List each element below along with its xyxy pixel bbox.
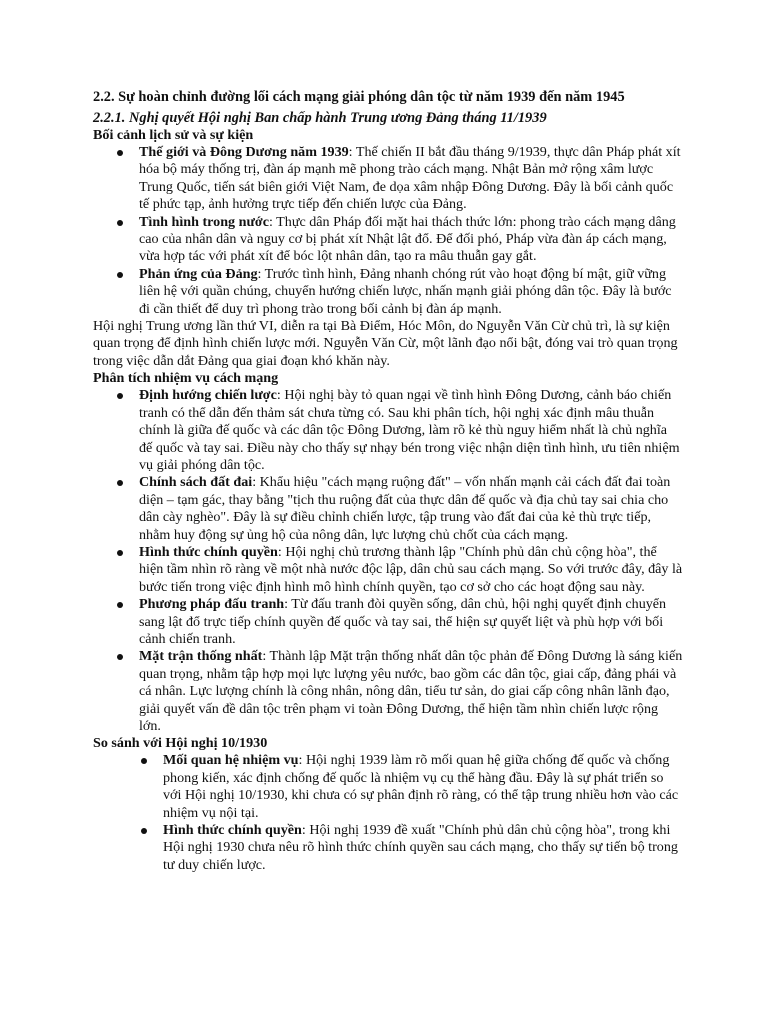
bullet-icon [117, 654, 123, 660]
list-item [93, 144, 683, 214]
list-item [93, 387, 683, 474]
item-text: : Thế chiến II bắt đầu tháng 9/1939, thực dân Pháp phát xít hóa bộ máy thống trị, đàn áp mạnh mẽ phong trào cách mạng. Nhật Bản mở rộng xâm lược Trung Quốc, tiến sát biên giới Việt Nam, đe dọa xâm nhập Đông Dương. Đây là bối cảnh quốc tế phức tạp, ảnh hưởng trực tiếp đến chiến lược của Đảng. [139, 144, 681, 213]
item-text: : Thành lập Mặt trận thống nhất dân tộc phản đế Đông Dương là sáng kiến quan trọng, nhằm tập hợp mọi lực lượng yêu nước, bao gồm các dân tộc, giai cấp, đảng phái và cá nhân. Lực lượng chính là công nhân, nông dân, tiểu tư sản, do giai cấp công nhân lãnh đạo, giải quyết vấn đề dân tộc trên phạm vi toàn Đông Dương, thể hiện tầm nhìn chiến lược rộng lớn. [139, 648, 683, 734]
item-text: : Hội nghị 1939 đề xuất "Chính phủ dân chủ cộng hòa", trong khi Hội nghị 1930 chưa nêu rõ hình thức chính quyền sau cách mạng, cho thấy sự tiến bộ trong tư duy chiến lược. [163, 822, 678, 873]
section-subtitle: 2.2.1. Nghị quyết Hội nghị Ban chấp hành Trung ương Đảng tháng 11/1939 [93, 110, 547, 126]
list-item [93, 752, 683, 822]
bullet-icon [141, 758, 147, 764]
list-item [93, 596, 683, 648]
document-page [93, 88, 683, 874]
bullet-icon [141, 828, 147, 834]
comparison-list [93, 752, 683, 874]
item-term: Định hướng chiến lược [139, 387, 277, 404]
bullet-icon [117, 220, 123, 226]
item-text: : Hội nghị bày tỏ quan ngại về tình hình Đông Dương, cảnh báo chiến tranh có thể dẫn đến thảm sát chưa từng có. Sau khi phân tích, hội nghị xác định mâu thuẫn chính là giữa đế quốc và các dân tộc Đông Dương, làm rõ kẻ thù nguy hiểm nhất là chủ nghĩa đế quốc và tay sai. Điều này cho thấy sự nhạy bén trong việc nhận diện tình hình, ưu tiên nhiệm vụ giải phóng dân tộc. [139, 387, 680, 473]
list-item [93, 544, 683, 596]
bullet-icon [117, 150, 123, 156]
item-term: Mối quan hệ nhiệm vụ [163, 752, 299, 769]
context-list [93, 144, 683, 318]
item-term: Phương pháp đấu tranh [139, 596, 285, 613]
list-item [93, 648, 683, 735]
list-item [93, 266, 683, 318]
item-text: : Hội nghị 1939 làm rõ mối quan hệ giữa chống đế quốc và chống phong kiến, xác định chống đế quốc là nhiệm vụ cụ thể hàng đầu. Đây là sự phát triển so với Hội nghị 10/1930, khi chưa có sự phân định rõ ràng, có thể tập trung nhiều hơn vào các nhiệm vụ nội tại. [163, 752, 679, 821]
document-title: 2.2. Sự hoàn chỉnh đường lối cách mạng giải phóng dân tộc từ năm 1939 đến năm 1945 [93, 89, 625, 105]
bullet-icon [117, 602, 123, 608]
item-term: Mặt trận thống nhất [139, 648, 263, 665]
item-text: : Từ đấu tranh đòi quyền sống, dân chủ, hội nghị quyết định chuyển sang lật đổ trực tiếp chính quyền đế quốc và tay sai, thể hiện sự quyết liệt và phù hợp với bối cảnh chiến tranh. [139, 596, 667, 647]
item-text: : Thực dân Pháp đối mặt hai thách thức lớn: phong trào cách mạng dâng cao của nhân dân và nguy cơ bị phát xít Nhật lật đổ. Để đối phó, Pháp vừa đàn áp cách mạng, vừa hợp tác với phát xít để bóc lột nhân dân, tạo ra mâu thuẫn gay gắt. [139, 213, 676, 265]
item-term: Thế giới và Đông Dương năm 1939 [139, 144, 349, 160]
heading-task-analysis: Phân tích nhiệm vụ cách mạng [93, 370, 279, 387]
bullet-icon [117, 550, 123, 556]
item-term: Phản ứng của Đảng [139, 265, 258, 282]
item-term: Hình thức chính quyền [163, 822, 302, 839]
item-term: Tình hình trong nước [139, 213, 269, 230]
bullet-icon [117, 393, 123, 399]
list-item [93, 822, 683, 874]
bullet-icon [117, 480, 123, 486]
bullet-icon [117, 272, 123, 278]
item-term: Chính sách đất đai [139, 474, 253, 491]
item-text: : Khẩu hiệu "cách mạng ruộng đất" – vốn nhấn mạnh cải cách đất đai toàn diện – tạm gác, thay bằng "tịch thu ruộng đất của thực dân đế quốc và địa chủ tay sai chia cho dân cày nghèo". Đây là sự điều chỉnh chiến lược, tập trung vào đất đai của kẻ thù trực tiếp, nhằm huy động sự ủng hộ của nông dân, lực lượng chủ chốt của cách mạng. [139, 474, 671, 543]
item-text: : Hội nghị chủ trương thành lập "Chính phủ dân chủ cộng hòa", thể hiện tầm nhìn rõ ràng về một nhà nước độc lập, dân chủ sau cách mạng. So với trước đây, đây là bước tiến trong việc định hình mô hình chính quyền, tạo cơ sở cho các hoạt động sau này. [139, 543, 683, 595]
heading-historical-context: Bối cảnh lịch sử và sự kiện [93, 127, 254, 143]
item-term: Hình thức chính quyền [139, 543, 278, 560]
heading-comparison: So sánh với Hội nghị 10/1930 [93, 735, 268, 752]
task-list [93, 387, 683, 735]
item-text: : Trước tình hình, Đảng nhanh chóng rút vào hoạt động bí mật, giữ vững liên hệ với quần chúng, chuyển hướng chiến lược, nhấn mạnh giải phóng dân tộc. Đây là bước đi cần thiết để duy trì phong trào trong bối cảnh bị đàn áp mạnh. [139, 265, 672, 317]
list-item [93, 474, 683, 544]
list-item [93, 214, 683, 266]
context-paragraph: Hội nghị Trung ương lần thứ VI, diễn ra tại Bà Điểm, Hóc Môn, do Nguyễn Văn Cừ chủ trì, là sự kiện quan trọng để định hình chiến lược mới. Nguyễn Văn Cừ, một lãnh đạo nổi bật, đóng vai trò quan trọng trong việc dẫn dắt Đảng qua giai đoạn khó khăn này. [93, 318, 678, 369]
